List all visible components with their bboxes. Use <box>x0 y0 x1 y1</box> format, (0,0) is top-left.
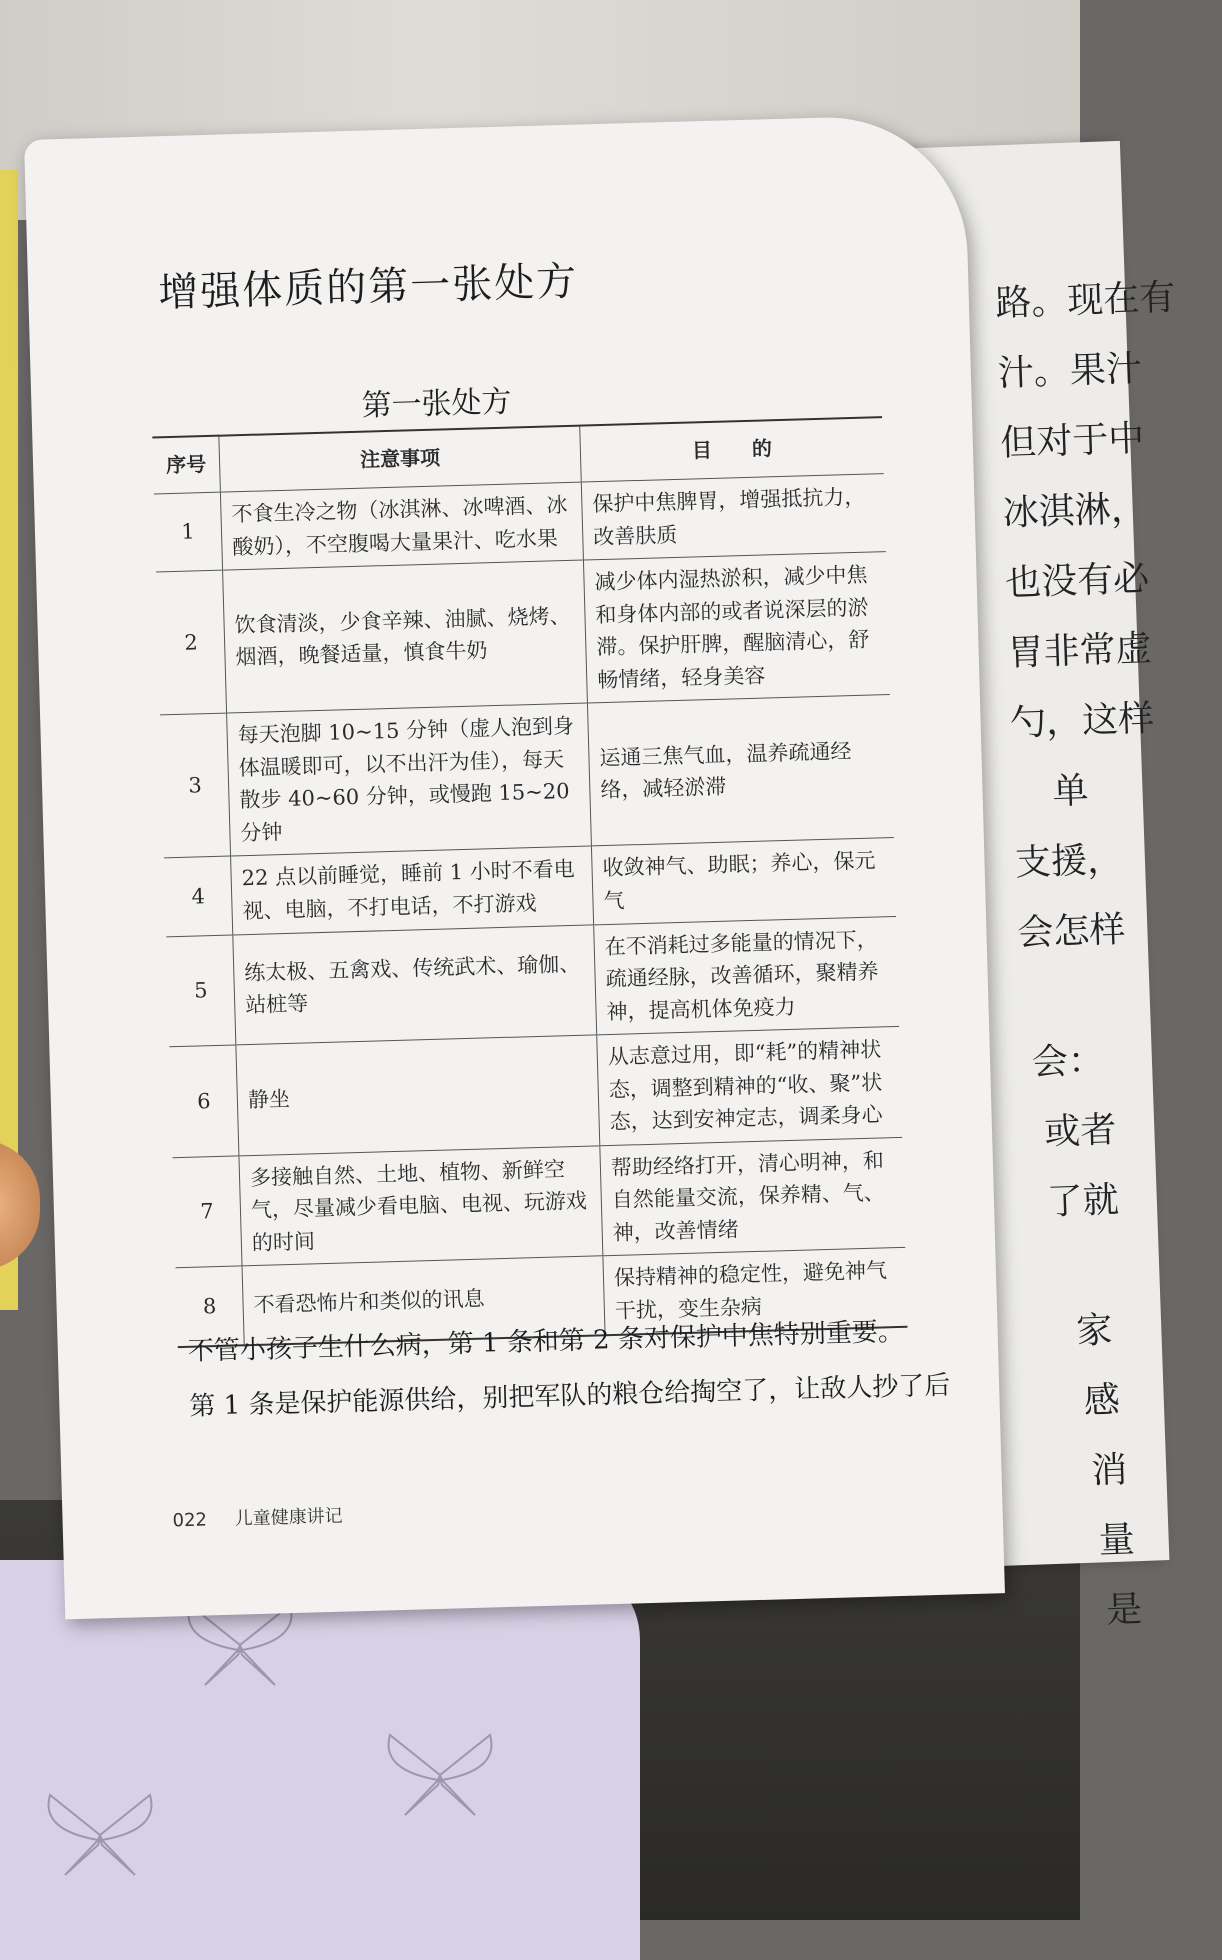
row-no: 3 <box>160 713 230 858</box>
table-caption: 第一张处方 <box>361 384 512 424</box>
right-page-text: 或者 <box>1043 1109 1118 1154</box>
right-page-text: 消 <box>1090 1449 1128 1492</box>
right-page-text: 冰淇淋， <box>1002 488 1148 535</box>
left-page <box>24 114 1005 1620</box>
body-paragraph: 不管小孩子生什么病，第 1 条和第 2 条对保护中焦特别重要。 <box>187 1316 905 1367</box>
section-title: 增强体质的第一张处方 <box>157 258 579 317</box>
right-page-text: 支援， <box>1014 839 1124 885</box>
right-page-text: 汁。果汁 <box>997 348 1143 395</box>
table-row <box>169 1027 902 1158</box>
thumb <box>0 1140 40 1270</box>
right-page-text: 量 <box>1097 1519 1136 1562</box>
page-number: 022 <box>172 1509 208 1532</box>
table-row <box>172 1137 905 1268</box>
header-no: 序号 <box>152 436 220 494</box>
book-cover-edge <box>0 170 18 1310</box>
right-page-text: 胃非常虚 <box>1006 628 1153 675</box>
row-no: 2 <box>156 570 226 715</box>
prescription-table <box>152 416 907 1348</box>
row-note: 静坐 <box>236 1035 600 1156</box>
row-note: 不看恐怖片和类似的讯息 <box>242 1256 605 1345</box>
table-row <box>160 695 894 859</box>
row-purpose: 保护中焦脾胃，增强抵抗力，改善肤质 <box>581 474 886 561</box>
row-purpose: 在不消耗过多能量的情况下，疏通经脉，改善循环，聚精养神，提高机体免疫力 <box>594 916 899 1035</box>
right-page-text: 是 <box>1105 1589 1143 1632</box>
row-purpose: 帮助经络打开，清心明神，和自然能量交流，保养精、气、神，改善情绪 <box>600 1137 905 1256</box>
row-no: 4 <box>164 856 233 936</box>
row-no: 1 <box>154 492 223 572</box>
right-page-text: 感 <box>1083 1379 1121 1422</box>
row-note: 每天泡脚 10~15 分钟（虚人泡到身体温暖即可，以不出汗为佳），每天散步 40~60 分钟，或慢跑 15~20 分钟 <box>227 703 592 856</box>
right-page-text: 家 <box>1075 1309 1114 1353</box>
row-note: 饮食清淡，少食辛辣、油腻、烧烤、烟酒，晚餐适量，慎食牛奶 <box>223 560 588 713</box>
row-no: 7 <box>172 1156 242 1268</box>
right-page-text: 勺，这样 <box>1009 698 1155 745</box>
page-footer <box>172 1502 343 1533</box>
body-paragraph: 第 1 条是保护能源供给，别把军队的粮仓给掏空了，让敌人抄了后 <box>189 1370 951 1422</box>
row-no: 6 <box>169 1045 239 1157</box>
table-row <box>156 552 890 716</box>
row-note: 不食生冷之物（冰淇淋、冰啤酒、冰酸奶），不空腹喝大量果汁、吃水果 <box>220 482 583 570</box>
moth-print-icon <box>380 1730 500 1820</box>
header-note: 注意事项 <box>219 426 581 493</box>
right-page-text: 会怎样 <box>1016 909 1127 954</box>
cloth <box>0 1560 640 1960</box>
table-row <box>166 916 899 1047</box>
right-page-text: 单 <box>1051 770 1090 813</box>
right-page-text: 但对于中 <box>999 418 1145 465</box>
row-no: 8 <box>176 1266 245 1346</box>
row-purpose: 保持精神的稳定性，避免神气干扰，变生杂病 <box>603 1248 908 1335</box>
row-purpose: 减少体内湿热淤积，减少中焦和身体内部的或者说深层的淤滞。保护肝脾，醒脑清心，舒畅情绪，轻身美容 <box>583 552 889 704</box>
row-note: 22 点以前睡觉，睡前 1 小时不看电视、电脑，不打电话，不打游戏 <box>231 846 594 934</box>
header-purpose: 目 的 <box>580 417 884 482</box>
right-page-text: 也没有必 <box>1004 558 1150 605</box>
right-page-text: 路。现在有 <box>994 277 1177 325</box>
row-purpose: 收敛神气、助眠；养心，保元气 <box>591 838 896 925</box>
row-purpose: 从志意过用，即“耗”的精神状态，调整到精神的“收、聚”状态，达到安神定志，调柔身心 <box>597 1027 902 1146</box>
book-title: 儿童健康讲记 <box>234 1505 343 1530</box>
moth-print-icon <box>40 1790 160 1880</box>
row-no: 5 <box>166 935 236 1047</box>
row-note: 多接触自然、土地、植物、新鲜空气，尽量减少看电脑、电视、玩游戏的时间 <box>239 1146 603 1267</box>
right-page-text: 了就 <box>1046 1179 1120 1224</box>
row-purpose: 运通三焦气血，温养疏通经络，减轻淤滞 <box>587 695 893 847</box>
right-page-text: 会： <box>1031 1040 1105 1084</box>
row-note: 练太极、五禽戏、传统武术、瑜伽、站桩等 <box>233 924 597 1045</box>
